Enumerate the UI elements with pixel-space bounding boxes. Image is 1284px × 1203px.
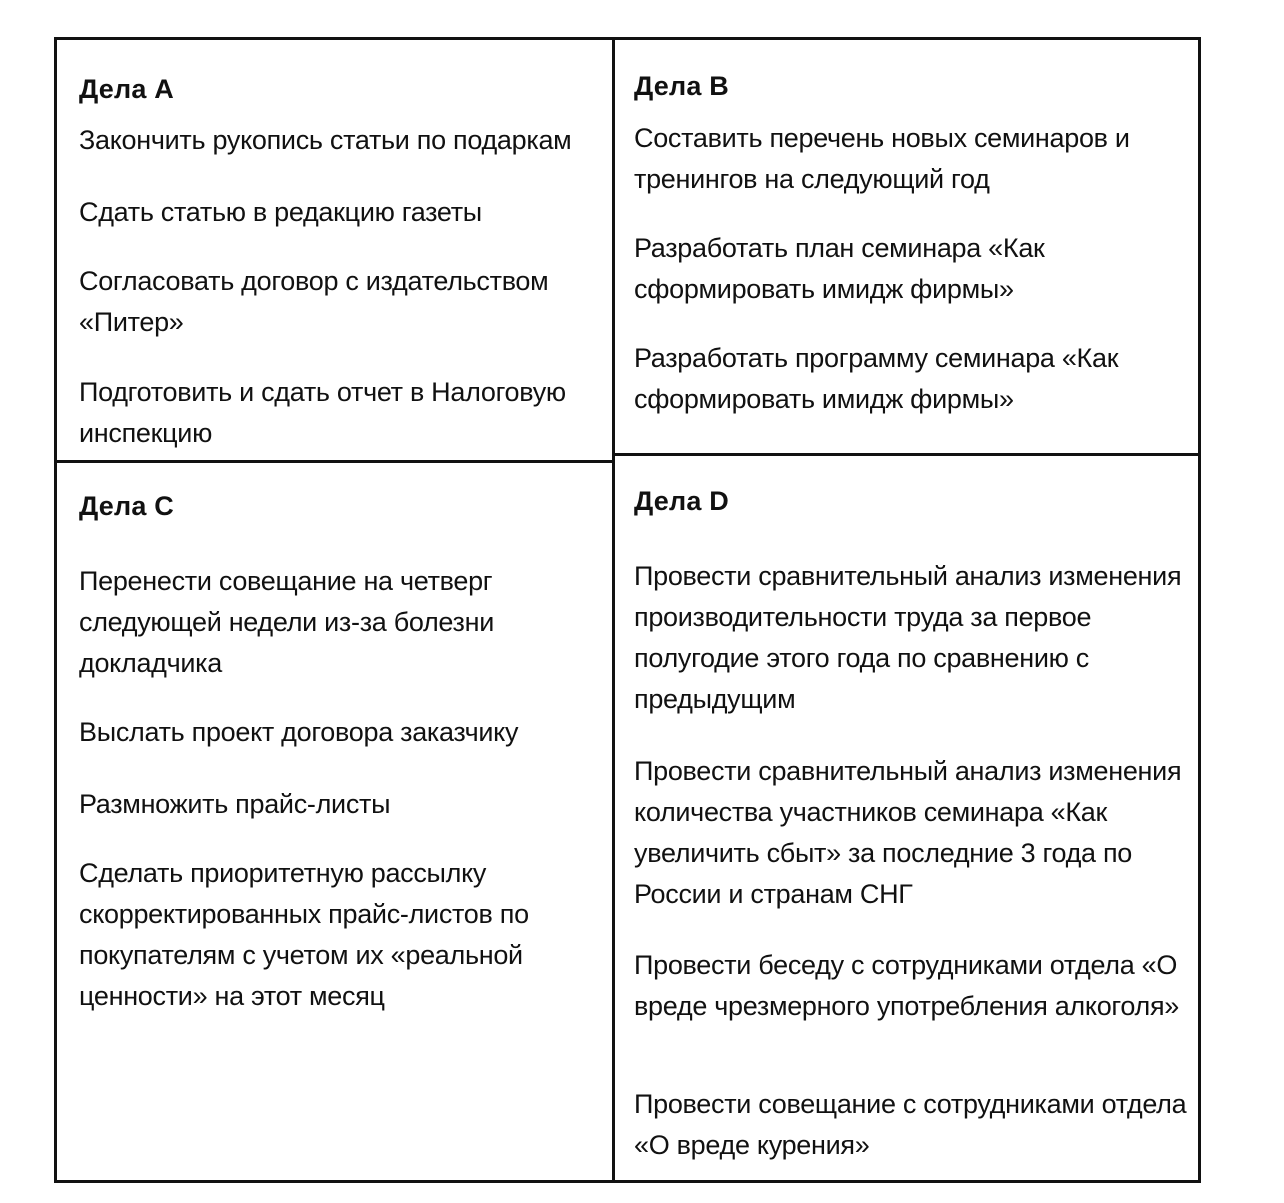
task-matrix-table xyxy=(54,37,1201,1183)
quadrant-a-item: Согласовать договор с издательством «Питер» xyxy=(79,266,549,337)
quadrant-d-item: Провести сравнительный анализ изменения производительности труда за первое полугодие этого года по сравнению с предыдущим xyxy=(634,561,1182,714)
quadrant-c-item: Размножить прайс-листы xyxy=(79,789,391,819)
quadrant-b-item: Составить перечень новых семинаров и тренингов на следующий год xyxy=(634,123,1130,194)
quadrant-c-item: Выслать проект договора заказчику xyxy=(79,717,519,747)
quadrant-d-title: Дела D xyxy=(634,486,729,516)
quadrant-d-item: Провести совещание с сотрудниками отдела «О вреде курения» xyxy=(634,1089,1187,1160)
quadrant-b-item: Разработать план семинара «Как сформировать имидж фирмы» xyxy=(634,233,1045,304)
quadrant-d-item: Провести беседу с сотрудниками отдела «О вреде чрезмерного употребления алкоголя» xyxy=(634,950,1179,1021)
quadrant-c xyxy=(57,461,614,1180)
quadrant-a xyxy=(57,40,614,461)
quadrant-c-title: Дела С xyxy=(79,491,174,521)
quadrant-c-item: Перенести совещание на четверг следующей недели из-за болезни докладчика xyxy=(79,566,495,678)
quadrant-a-title: Дела А xyxy=(79,74,174,104)
quadrant-b-title: Дела В xyxy=(634,71,729,101)
quadrant-d xyxy=(614,455,1198,1180)
quadrant-a-item: Закончить рукопись статьи по подаркам xyxy=(79,125,572,155)
quadrant-a-item: Подготовить и сдать отчет в Налоговую инспекцию xyxy=(79,377,566,448)
quadrant-d-item: Провести сравнительный анализ изменения количества участников семинара «Как увеличить сбыт» за последние 3 года по России и странам СНГ xyxy=(634,756,1182,909)
quadrant-c-item: Сделать приоритетную рассылку скорректированных прайс-листов по покупателям с учетом их «реальной ценности» на этот месяц xyxy=(79,858,529,1011)
quadrant-b-item: Разработать программу семинара «Как сформировать имидж фирмы» xyxy=(634,343,1119,414)
quadrant-b xyxy=(614,40,1198,455)
quadrant-a-item: Сдать статью в редакцию газеты xyxy=(79,197,482,227)
